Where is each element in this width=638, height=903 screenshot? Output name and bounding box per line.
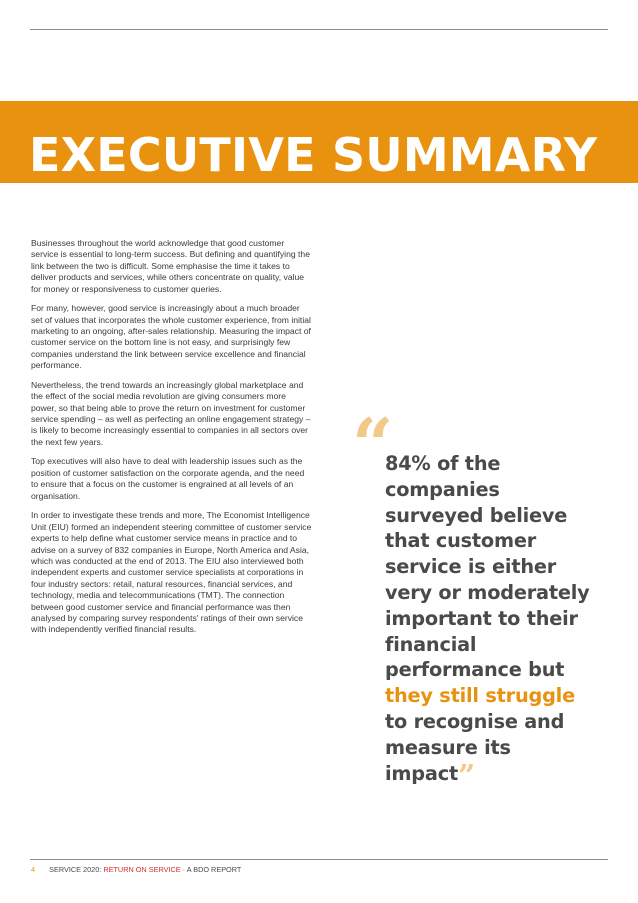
- top-divider: [30, 29, 608, 30]
- pull-quote-highlight: they still struggle: [385, 684, 575, 708]
- page-number: 4: [31, 865, 36, 874]
- paragraph-1: Businesses throughout the world acknowledge that good customer service is essential to long-term success. But defining and quantifying the link between the two is difficult. Some emphasise the time it takes to deliver products and services, while others concentrate on quality, value for money or responsiveness to customer queries.: [31, 238, 310, 294]
- page-title: EXECUTIVE SUMMARY: [29, 128, 598, 182]
- paragraph-5: In order to investigate these trends and more, The Economist Intelligence Unit (EIU) formed an independent steering committee of customer service experts to help define what customer service means in practice and to advise on a survey of 832 companies in Europe, North America and Asia, which was conducted at the end of 2013. The EIU also interviewed both independent experts and customer service specialists at corporations in four industry sectors: retail, natural resources, financial services, and technology, media and telecommunications (TMT). The connection between good customer service and financial performance was then analysed by comparing survey respondents' ratings of their own service with independently verified financial results.: [31, 510, 312, 635]
- close-quote-mark: ”: [457, 758, 476, 794]
- paragraph-3: Nevertheless, the trend towards an increasingly global marketplace and the effect of the social media revolution are giving consumers more power, so that being able to prove the return on investment for customer service spending – as well as perfecting an online engagement strategy – is likely to become increasingly essential to companies in all sectors over the next few years.: [31, 379, 311, 447]
- footer-report-suffix: · A BDO REPORT: [182, 865, 242, 874]
- pull-quote: [385, 451, 595, 794]
- pull-quote-text: 84% of the companies surveyed believe that customer service is either very or moderately important to their financial performance but: [385, 452, 590, 682]
- pull-quote-text-end: to recognise and measure its impact: [385, 709, 565, 785]
- page-footer: [31, 865, 241, 874]
- body-text: [31, 238, 312, 644]
- paragraph-2: For many, however, good service is increasingly about a much broader set of values that incorporates the whole customer experience, from initial marketing to an ongoing, after-sales relationship. Measuring the impact of customer service on the bottom line is not easy, and surprisingly few companies understand the link between service excellence and financial performance.: [31, 303, 311, 371]
- footer-report-prefix: SERVICE 2020:: [49, 865, 102, 874]
- bottom-divider: [30, 859, 608, 860]
- open-quote-mark: “: [352, 402, 394, 487]
- paragraph-4: Top executives will also have to deal with leadership issues such as the position of customer satisfaction on the corporate agenda, and the need to ensure that a focus on the customer is engrained at all levels of an organisation.: [31, 456, 305, 501]
- footer-report-highlight: RETURN ON SERVICE: [103, 865, 181, 874]
